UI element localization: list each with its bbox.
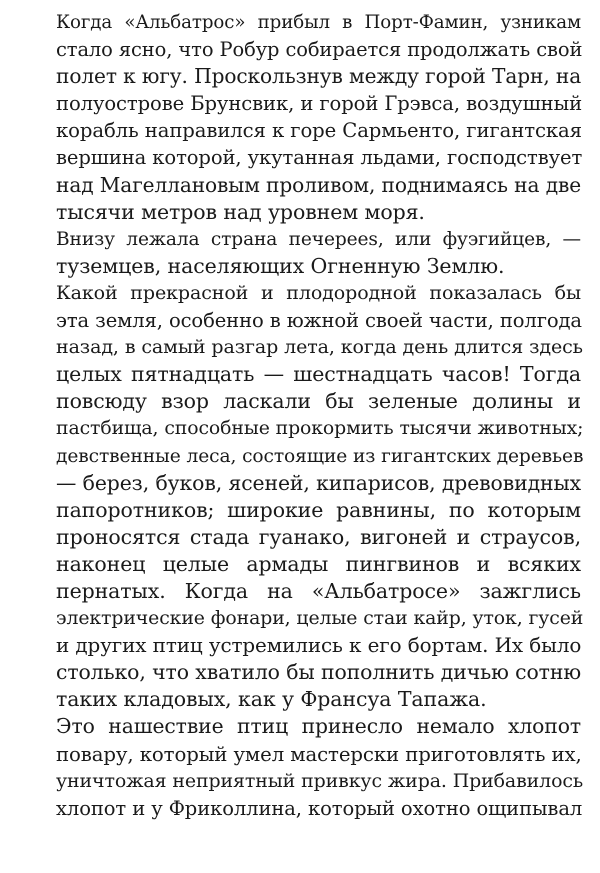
paragraph-1 [20, 9, 581, 226]
text-line: эта земля, особенно в южной своей части, полгода [56, 309, 582, 333]
text-line: пастбища, способные прокормить тысячи животных; [56, 418, 584, 440]
page-text [20, 9, 584, 822]
text-line: назад, в самый разгар лета, когда день длится здесь [56, 336, 583, 359]
text-line: Когда «Альбатрос» прибыл в Порт-Фамин, узникам [56, 12, 581, 33]
text-line: целых пятнадцать — шестнадцать часов! Тогда [56, 362, 581, 387]
text-line: уничтожая неприятный привкус жира. Прибавилось [56, 769, 584, 792]
text-line: пернатых. Когда на «Альбатросе» зажглись [56, 578, 581, 603]
text-line: таких кладовых, как у Франсуа Тапажа. [56, 687, 487, 712]
paragraph-2 [20, 226, 581, 280]
text-line: хлопот и у Фриколлина, который охотно ощипывал [56, 796, 583, 820]
text-line: папоротников; широкие равнины, по которым [56, 497, 581, 522]
text-line: туземцев, населяющих Огненную Землю. [56, 253, 505, 278]
text-line: Это нашествие птиц принесло немало хлопот [56, 714, 581, 739]
paragraph-4 [20, 713, 584, 821]
text-line: проносятся стада гуанако, вигоней и страусов, [56, 524, 581, 549]
text-line: Внизу лежала страна печерееs, или фуэгийцев, — [56, 228, 581, 250]
text-line: над Магеллановым проливом, поднимаясь на две [56, 172, 582, 197]
text-line: повсюду взор ласкали бы зеленые долины и [56, 389, 581, 414]
text-line: полуострове Брунсвик, и горой Грэвса, воздушный [56, 92, 583, 116]
text-line: корабль направился к горе Сармьенто, гигантская [56, 119, 582, 143]
text-line: вершина которой, укутанная льдами, господствует [56, 146, 583, 170]
text-line: стало ясно, что Робур собирается продолжать свой [56, 38, 583, 62]
text-line: столько, что хватило бы пополнить дичью сотню [56, 660, 581, 685]
text-line: повару, который умел мастерски приготовлять их, [56, 742, 582, 766]
text-line: — берез, буков, ясеней, кипарисов, древовидных [56, 470, 581, 495]
paragraph-3 [20, 280, 584, 714]
text-line: полет к югу. Проскользнув между горой Тарн, на [56, 64, 582, 89]
text-line: Какой прекрасной и плодородной показалась бы [56, 281, 581, 304]
text-line: наконец целые армады пингвинов и всяких [56, 551, 581, 576]
text-line: девственные леса, состоящие из гигантских деревьев [56, 445, 584, 467]
text-line: тысячи метров над уровнем моря. [56, 199, 425, 224]
text-line: и других птиц устремились к его бортам. Их было [56, 634, 582, 658]
text-line: электрические фонари, целые стаи кайр, уток, гусей [56, 608, 584, 630]
